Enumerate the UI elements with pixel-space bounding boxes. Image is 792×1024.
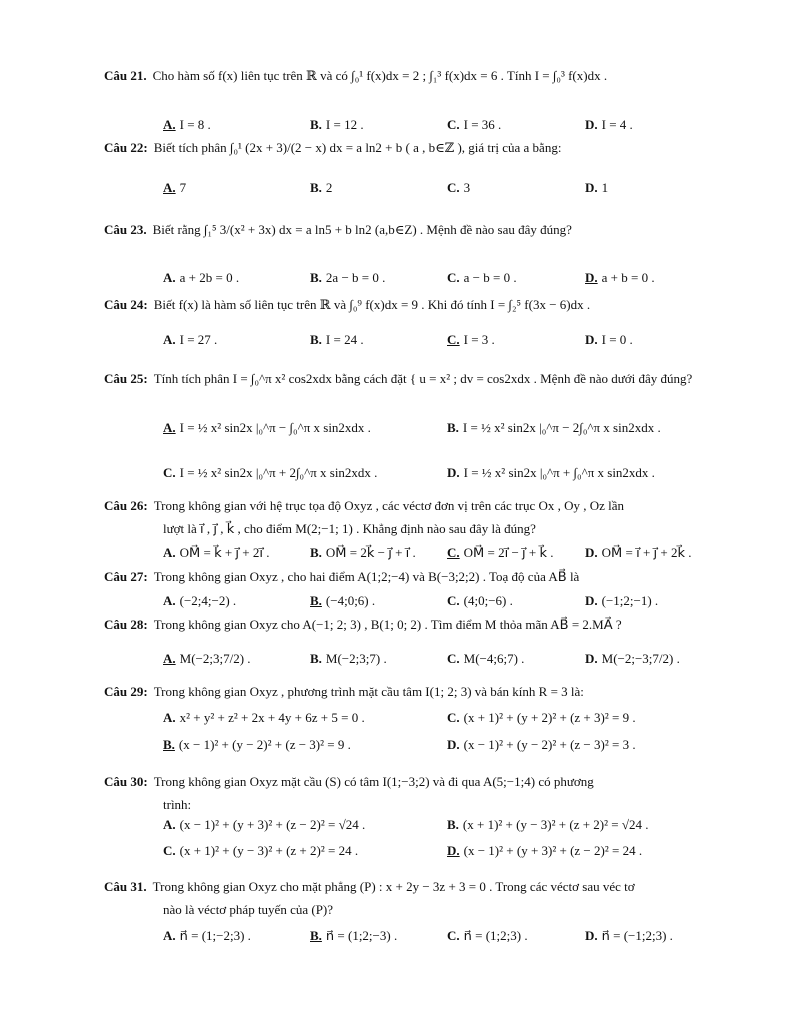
question-label: Câu 28:: [104, 617, 148, 632]
answer-option[interactable]: [447, 545, 554, 561]
question-text: Cho hàm số f(x) liên tục trên ℝ và có ∫₀¹ f(x)dx = 2 ; ∫₁³ f(x)dx = 6 . Tính I = ∫₀³ f(x)dx .: [152, 68, 608, 83]
option-text: OM⃗ = 2i⃗ − j⃗ + k⃗ .: [463, 545, 554, 560]
option-letter: C.: [447, 545, 460, 560]
question-label: Câu 21.: [104, 68, 147, 83]
option-letter: A.: [163, 651, 176, 666]
option-text: n⃗ = (1;2;3) .: [463, 928, 528, 943]
option-letter: B.: [447, 420, 459, 435]
question-text-continued: lượt là i⃗ , j⃗ , k⃗ , cho điểm M(2;−1; 1) . Khẳng định nào sau đây là đúng?: [163, 521, 536, 536]
question-23: [104, 222, 572, 238]
answer-option[interactable]: [310, 332, 364, 348]
option-text: (x + 1)² + (y + 2)² + (z + 3)² = 9 .: [463, 710, 636, 725]
question-25: [104, 371, 692, 387]
option-letter: B.: [310, 928, 322, 943]
answer-option[interactable]: [163, 545, 270, 561]
question-27: [104, 569, 579, 585]
option-letter: D.: [585, 593, 598, 608]
question-24: [104, 297, 590, 313]
question-label: Câu 30:: [104, 774, 148, 789]
option-text: 3: [463, 180, 471, 195]
answer-option[interactable]: [447, 817, 648, 833]
answer-option[interactable]: [163, 737, 351, 753]
option-text: 1: [601, 180, 609, 195]
option-text: (x − 1)² + (y − 2)² + (z − 3)² = 9 .: [178, 737, 351, 752]
option-text: (x − 1)² + (y − 2)² + (z − 3)² = 3 .: [463, 737, 636, 752]
option-text: M(−2;3;7/2) .: [179, 651, 251, 666]
option-letter: D.: [447, 465, 460, 480]
answer-option[interactable]: [585, 117, 633, 133]
question-label: Câu 22:: [104, 140, 148, 155]
answer-option[interactable]: [310, 117, 364, 133]
answer-option[interactable]: [585, 180, 608, 196]
question-label: Câu 31.: [104, 879, 147, 894]
question-text: Trong không gian Oxyz mặt cầu (S) có tâm I(1;−3;2) và đi qua A(5;−1;4) có phương: [153, 774, 594, 789]
option-letter: C.: [163, 843, 176, 858]
option-text: I = 27 .: [179, 332, 218, 347]
answer-option[interactable]: [163, 710, 365, 726]
answer-option[interactable]: [163, 117, 211, 133]
option-text: (x + 1)² + (y − 3)² + (z + 2)² = 24 .: [179, 843, 359, 858]
answer-option[interactable]: [447, 332, 495, 348]
answer-option[interactable]: [447, 593, 513, 609]
answer-option[interactable]: [447, 651, 524, 667]
option-letter: D.: [585, 651, 598, 666]
option-letter: A.: [163, 593, 176, 608]
question-label: Câu 24:: [104, 297, 148, 312]
option-letter: D.: [585, 332, 598, 347]
option-letter: B.: [310, 593, 322, 608]
question-28: [104, 617, 622, 633]
option-text: I = ½ x² sin2x |₀^π + ∫₀^π x sin2xdx .: [463, 465, 655, 480]
question-text-continued: trình:: [163, 797, 192, 812]
answer-option[interactable]: [310, 180, 332, 196]
option-text: I = 36 .: [463, 117, 502, 132]
answer-option[interactable]: [163, 593, 236, 609]
option-text: M(−4;6;7) .: [463, 651, 525, 666]
option-letter: C.: [447, 180, 460, 195]
answer-option[interactable]: [310, 545, 416, 561]
option-text: n⃗ = (1;2;−3) .: [325, 928, 398, 943]
answer-option[interactable]: [585, 545, 692, 561]
answer-option[interactable]: [310, 270, 385, 286]
option-letter: D.: [447, 737, 460, 752]
question-text: Tính tích phân I = ∫₀^π x² cos2xdx bằng cách đặt { u = x² ; dv = cos2xdx . Mệnh đề nào dưới đây đúng?: [153, 371, 693, 386]
option-letter: D.: [585, 117, 598, 132]
option-text: 2a − b = 0 .: [325, 270, 386, 285]
question-text: Trong không gian với hệ trục tọa độ Oxyz , các véctơ đơn vị trên các trục Ox , Oy , Oz lần: [153, 498, 625, 513]
answer-option[interactable]: [585, 593, 658, 609]
option-text: OM⃗ = k⃗ + j⃗ + 2i⃗ .: [179, 545, 270, 560]
option-text: a − b = 0 .: [463, 270, 517, 285]
question-21: [104, 68, 607, 84]
option-letter: A.: [163, 270, 176, 285]
option-text: I = ½ x² sin2x |₀^π − ∫₀^π x sin2xdx .: [179, 420, 371, 435]
option-letter: B.: [310, 651, 322, 666]
option-text: I = ½ x² sin2x |₀^π − 2∫₀^π x sin2xdx .: [462, 420, 661, 435]
answer-option[interactable]: [585, 651, 680, 667]
option-text: a + 2b = 0 .: [179, 270, 240, 285]
question-text: Trong không gian Oxyz , phương trình mặt cầu tâm I(1; 2; 3) và bán kính R = 3 là:: [153, 684, 584, 699]
option-text: 2: [325, 180, 333, 195]
option-letter: C.: [447, 270, 460, 285]
option-letter: A.: [163, 817, 176, 832]
option-letter: A.: [163, 420, 176, 435]
question-text: Trong không gian Oxyz , cho hai điểm A(1;2;−4) và B(−3;2;2) . Toạ độ của AB⃗ là: [153, 569, 580, 584]
option-letter: C.: [163, 465, 176, 480]
answer-option[interactable]: [447, 270, 517, 286]
option-text: (x − 1)² + (y + 3)² + (z − 2)² = √24 .: [179, 817, 366, 832]
option-letter: D.: [585, 928, 598, 943]
option-letter: C.: [447, 651, 460, 666]
answer-option[interactable]: [163, 465, 377, 481]
option-letter: A.: [163, 545, 176, 560]
question-29: [104, 684, 584, 700]
option-text: n⃗ = (1;−2;3) .: [179, 928, 251, 943]
option-letter: D.: [447, 843, 460, 858]
option-text: (x + 1)² + (y − 3)² + (z + 2)² = √24 .: [462, 817, 649, 832]
option-text: I = 4 .: [601, 117, 633, 132]
option-letter: D.: [585, 545, 598, 560]
answer-option[interactable]: [447, 843, 642, 859]
answer-option[interactable]: [447, 420, 661, 436]
question-label: Câu 26:: [104, 498, 148, 513]
question-31: [104, 879, 635, 895]
question-text: Biết rằng ∫₁⁵ 3/(x² + 3x) dx = a ln5 + b ln2 (a,b∈Z) . Mệnh đề nào sau đây đúng?: [152, 222, 572, 237]
question-text: Biết tích phân ∫₀¹ (2x + 3)/(2 − x) dx = a ln2 + b ( a , b∈ℤ ), giá trị của a bằng:: [153, 140, 562, 155]
option-text: x² + y² + z² + 2x + 4y + 6z + 5 = 0 .: [179, 710, 365, 725]
option-text: (−1;2;−1) .: [601, 593, 659, 608]
option-text: M(−2;3;7) .: [325, 651, 387, 666]
answer-option[interactable]: [447, 710, 636, 726]
answer-option[interactable]: [163, 420, 371, 436]
option-text: a + b = 0 .: [601, 270, 655, 285]
question-label: Câu 23.: [104, 222, 147, 237]
option-letter: A.: [163, 710, 176, 725]
answer-option[interactable]: [585, 270, 655, 286]
answer-option[interactable]: [447, 737, 636, 753]
option-letter: C.: [447, 593, 460, 608]
question-22: [104, 140, 561, 156]
question-label: Câu 27:: [104, 569, 148, 584]
answer-option[interactable]: [310, 651, 387, 667]
option-letter: A.: [163, 332, 176, 347]
answer-option[interactable]: [163, 651, 251, 667]
question-label: Câu 29:: [104, 684, 148, 699]
answer-option[interactable]: [585, 332, 633, 348]
option-letter: C.: [447, 117, 460, 132]
option-letter: A.: [163, 117, 176, 132]
question-30: [104, 774, 594, 790]
question-26: [104, 498, 624, 514]
question-text-continued: nào là véctơ pháp tuyến của (P)?: [163, 902, 334, 917]
answer-option[interactable]: [310, 593, 375, 609]
question-text: Trong không gian Oxyz cho A(−1; 2; 3) , B(1; 0; 2) . Tìm điểm M thỏa mãn AB⃗ = 2.MA⃗ ?: [153, 617, 622, 632]
option-text: I = 24 .: [325, 332, 364, 347]
answer-option[interactable]: [163, 270, 239, 286]
option-text: I = 8 .: [179, 117, 211, 132]
option-text: (x − 1)² + (y + 3)² + (z − 2)² = 24 .: [463, 843, 643, 858]
option-letter: C.: [447, 332, 460, 347]
option-letter: B.: [447, 817, 459, 832]
option-text: I = ½ x² sin2x |₀^π + 2∫₀^π x sin2xdx .: [179, 465, 378, 480]
option-letter: B.: [163, 737, 175, 752]
answer-option[interactable]: [163, 928, 251, 944]
option-text: OM⃗ = i⃗ + j⃗ + 2k⃗ .: [601, 545, 692, 560]
option-text: n⃗ = (−1;2;3) .: [601, 928, 673, 943]
answer-option[interactable]: [447, 465, 655, 481]
option-text: M(−2;−3;7/2) .: [601, 651, 680, 666]
question-text: Biết f(x) là hàm số liên tục trên ℝ và ∫₀⁹ f(x)dx = 9 . Khi đó tính I = ∫₂⁵ f(3x − 6)dx .: [153, 297, 591, 312]
option-letter: D.: [585, 270, 598, 285]
answer-option[interactable]: [585, 928, 673, 944]
answer-option[interactable]: [447, 180, 470, 196]
answer-option[interactable]: [163, 817, 365, 833]
option-text: I = 3 .: [463, 332, 495, 347]
option-text: (−4;0;6) .: [325, 593, 376, 608]
option-text: I = 12 .: [325, 117, 364, 132]
option-letter: C.: [447, 710, 460, 725]
option-text: I = 0 .: [601, 332, 633, 347]
option-text: (−2;4;−2) .: [179, 593, 237, 608]
option-letter: B.: [310, 332, 322, 347]
answer-option[interactable]: [310, 928, 397, 944]
answer-option[interactable]: [163, 843, 358, 859]
option-text: (4;0;−6) .: [463, 593, 513, 608]
option-text: OM⃗ = 2k⃗ − j⃗ + i⃗ .: [325, 545, 416, 560]
question-text: Trong không gian Oxyz cho mặt phẳng (P) : x + 2y − 3z + 3 = 0 . Trong các véctơ sau véc tơ: [152, 879, 635, 894]
answer-option[interactable]: [163, 332, 217, 348]
option-text: 7: [179, 180, 187, 195]
option-letter: A.: [163, 180, 176, 195]
option-letter: B.: [310, 117, 322, 132]
answer-option[interactable]: [163, 180, 186, 196]
option-letter: B.: [310, 545, 322, 560]
option-letter: B.: [310, 180, 322, 195]
option-letter: C.: [447, 928, 460, 943]
option-letter: A.: [163, 928, 176, 943]
answer-option[interactable]: [447, 117, 501, 133]
answer-option[interactable]: [447, 928, 528, 944]
option-letter: B.: [310, 270, 322, 285]
question-label: Câu 25:: [104, 371, 148, 386]
option-letter: D.: [585, 180, 598, 195]
